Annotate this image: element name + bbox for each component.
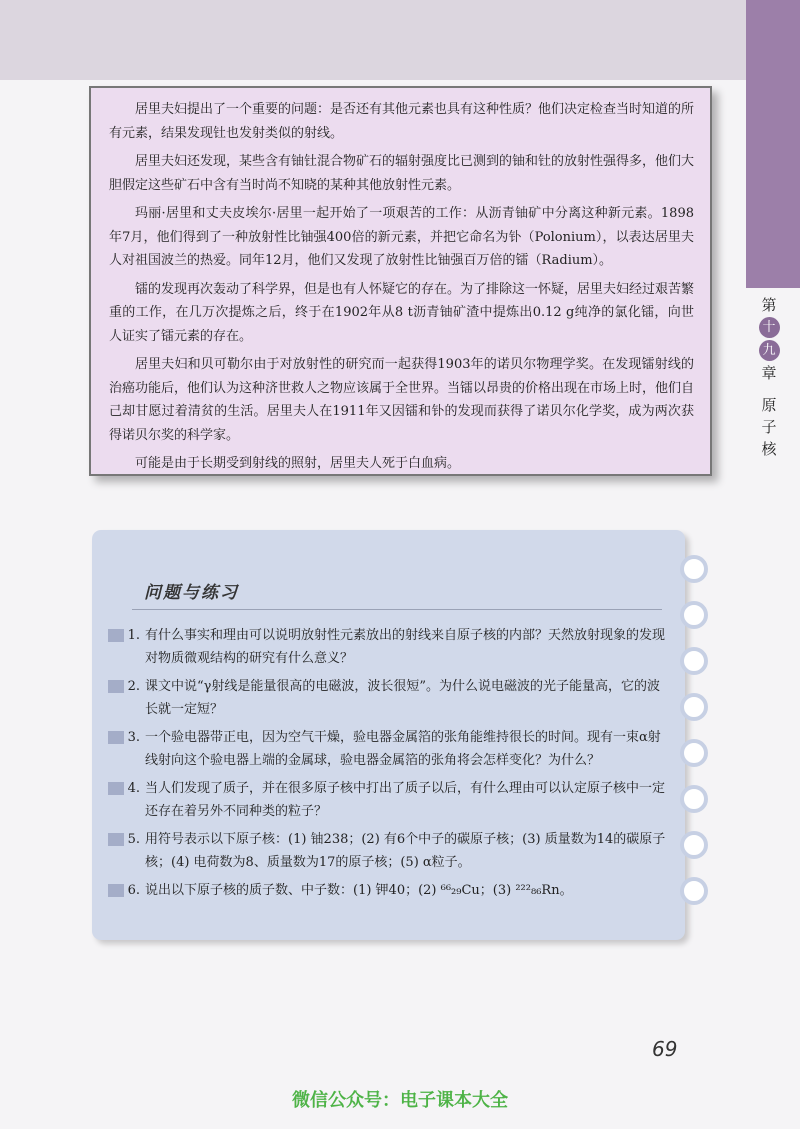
curie-story-box bbox=[89, 86, 712, 476]
story-paragraph: 居里夫妇还发现，某些含有铀钍混合物矿石的辐射强度比已测到的铀和钍的放射性强得多，他们大胆假定这些矿石中含有当时尚不知晓的某种其他放射性元素。 bbox=[109, 154, 695, 193]
question-number: 2. bbox=[127, 679, 140, 694]
question-number: 5. bbox=[127, 832, 140, 847]
chapter-side-tab bbox=[746, 0, 800, 288]
question-item bbox=[108, 675, 668, 721]
chapter-he: 核 bbox=[761, 440, 777, 458]
binder-ring-icon bbox=[680, 877, 708, 905]
question-text: 课文中说“γ射线是能量很高的电磁波，波长很短”。为什么说电磁波的光子能量高，它的波长就一定短？ bbox=[145, 679, 661, 717]
chapter-zi: 子 bbox=[761, 418, 777, 436]
question-text: 说出以下原子核的质子数、中子数：(1) 钾40；(2) ⁶⁶₂₉Cu；(3) ²²²₈₆Rn。 bbox=[145, 883, 573, 898]
binder-ring-icon bbox=[680, 831, 708, 859]
story-paragraph: 可能是由于长期受到射线的照射，居里夫人死于白血病。 bbox=[135, 456, 461, 471]
binder-ring-icon bbox=[680, 785, 708, 813]
binder-ring-icon bbox=[680, 739, 708, 767]
footer-watermark: 微信公众号：电子课本大全 bbox=[292, 1090, 508, 1111]
question-list bbox=[108, 624, 668, 907]
question-text: 有什么事实和理由可以说明放射性元素放出的射线来自原子核的内部？天然放射现象的发现对物质微观结构的研究有什么意义？ bbox=[145, 628, 666, 666]
exercise-panel bbox=[92, 530, 685, 940]
chapter-zhang: 章 bbox=[761, 364, 777, 382]
story-paragraph: 居里夫妇提出了一个重要的问题：是否还有其他元素也具有这种性质？他们决定检查当时知道的所有元素，结果发现钍也发射类似的射线。 bbox=[109, 102, 695, 141]
story-paragraph: 居里夫妇和贝可勒尔由于对放射性的研究而一起获得1903年的诺贝尔物理学奖。在发现镭射线的治癌功能后，他们认为这种济世救人之物应该属于全世界。当镭以昂贵的价格出现在市场上时，他们自己却甘愿过着清贫的生活。居里夫人在1911年又因镭和钋的发现而获得了诺贝尔化学奖，成为两次获得诺贝尔奖的科学家。 bbox=[109, 357, 695, 443]
binder-ring-icon bbox=[680, 647, 708, 675]
chapter-shi: 十 bbox=[759, 317, 780, 338]
question-number: 6. bbox=[127, 883, 140, 898]
exercise-divider bbox=[132, 609, 662, 610]
chapter-jiu: 九 bbox=[759, 340, 780, 361]
binder-ring-icon bbox=[680, 601, 708, 629]
question-item bbox=[108, 879, 668, 902]
story-paragraph: 镭的发现再次轰动了科学界，但是也有人怀疑它的存在。为了排除这一怀疑，居里夫妇经过艰苦繁重的工作，在几万次提炼之后，终于在1902年从8 t沥青铀矿渣中提炼出0.12 g纯净的氯化镭，向世人证实了镭元素的存在。 bbox=[109, 281, 695, 344]
binder-rings bbox=[680, 545, 716, 930]
binder-ring-icon bbox=[680, 693, 708, 721]
chapter-yuan: 原 bbox=[761, 396, 777, 414]
question-item bbox=[108, 828, 668, 874]
page-number: 69 bbox=[652, 1037, 678, 1061]
question-item bbox=[108, 624, 668, 670]
binder-ring-icon bbox=[680, 555, 708, 583]
question-item bbox=[108, 777, 668, 823]
question-number: 3. bbox=[127, 730, 140, 745]
chapter-di: 第 bbox=[761, 296, 777, 314]
story-paragraph: 玛丽·居里和丈夫皮埃尔·居里一起开始了一项艰苦的工作：从沥青铀矿中分离这种新元素。1898年7月，他们得到了一种放射性比铀强400倍的新元素，并把它命名为钋（Polonium），以表达居里夫人对祖国波兰的热爱。同年12月，他们又发现了放射性比铀强百万倍的镭（Radium）。 bbox=[109, 206, 694, 268]
chapter-label bbox=[752, 294, 786, 460]
question-text: 用符号表示以下原子核：(1) 铀238；(2) 有6个中子的碳原子核；(3) 质量数为14的碳原子核；(4) 电荷数为8、质量数为17的原子核；(5) α粒子。 bbox=[145, 832, 666, 870]
question-text: 当人们发现了质子，并在很多原子核中打出了质子以后，有什么理由可以认定原子核中一定还存在着另外不同种类的粒子？ bbox=[145, 781, 666, 819]
question-item bbox=[108, 726, 668, 772]
question-text: 一个验电器带正电，因为空气干燥，验电器金属箔的张角能维持很长的时间。现有一束α射线射向这个验电器上端的金属球，验电器金属箔的张角将会怎样变化？为什么？ bbox=[145, 730, 661, 768]
top-band bbox=[0, 0, 800, 80]
question-number: 1. bbox=[127, 628, 140, 643]
question-number: 4. bbox=[127, 781, 140, 796]
exercise-title: 问题与练习 bbox=[144, 583, 239, 603]
